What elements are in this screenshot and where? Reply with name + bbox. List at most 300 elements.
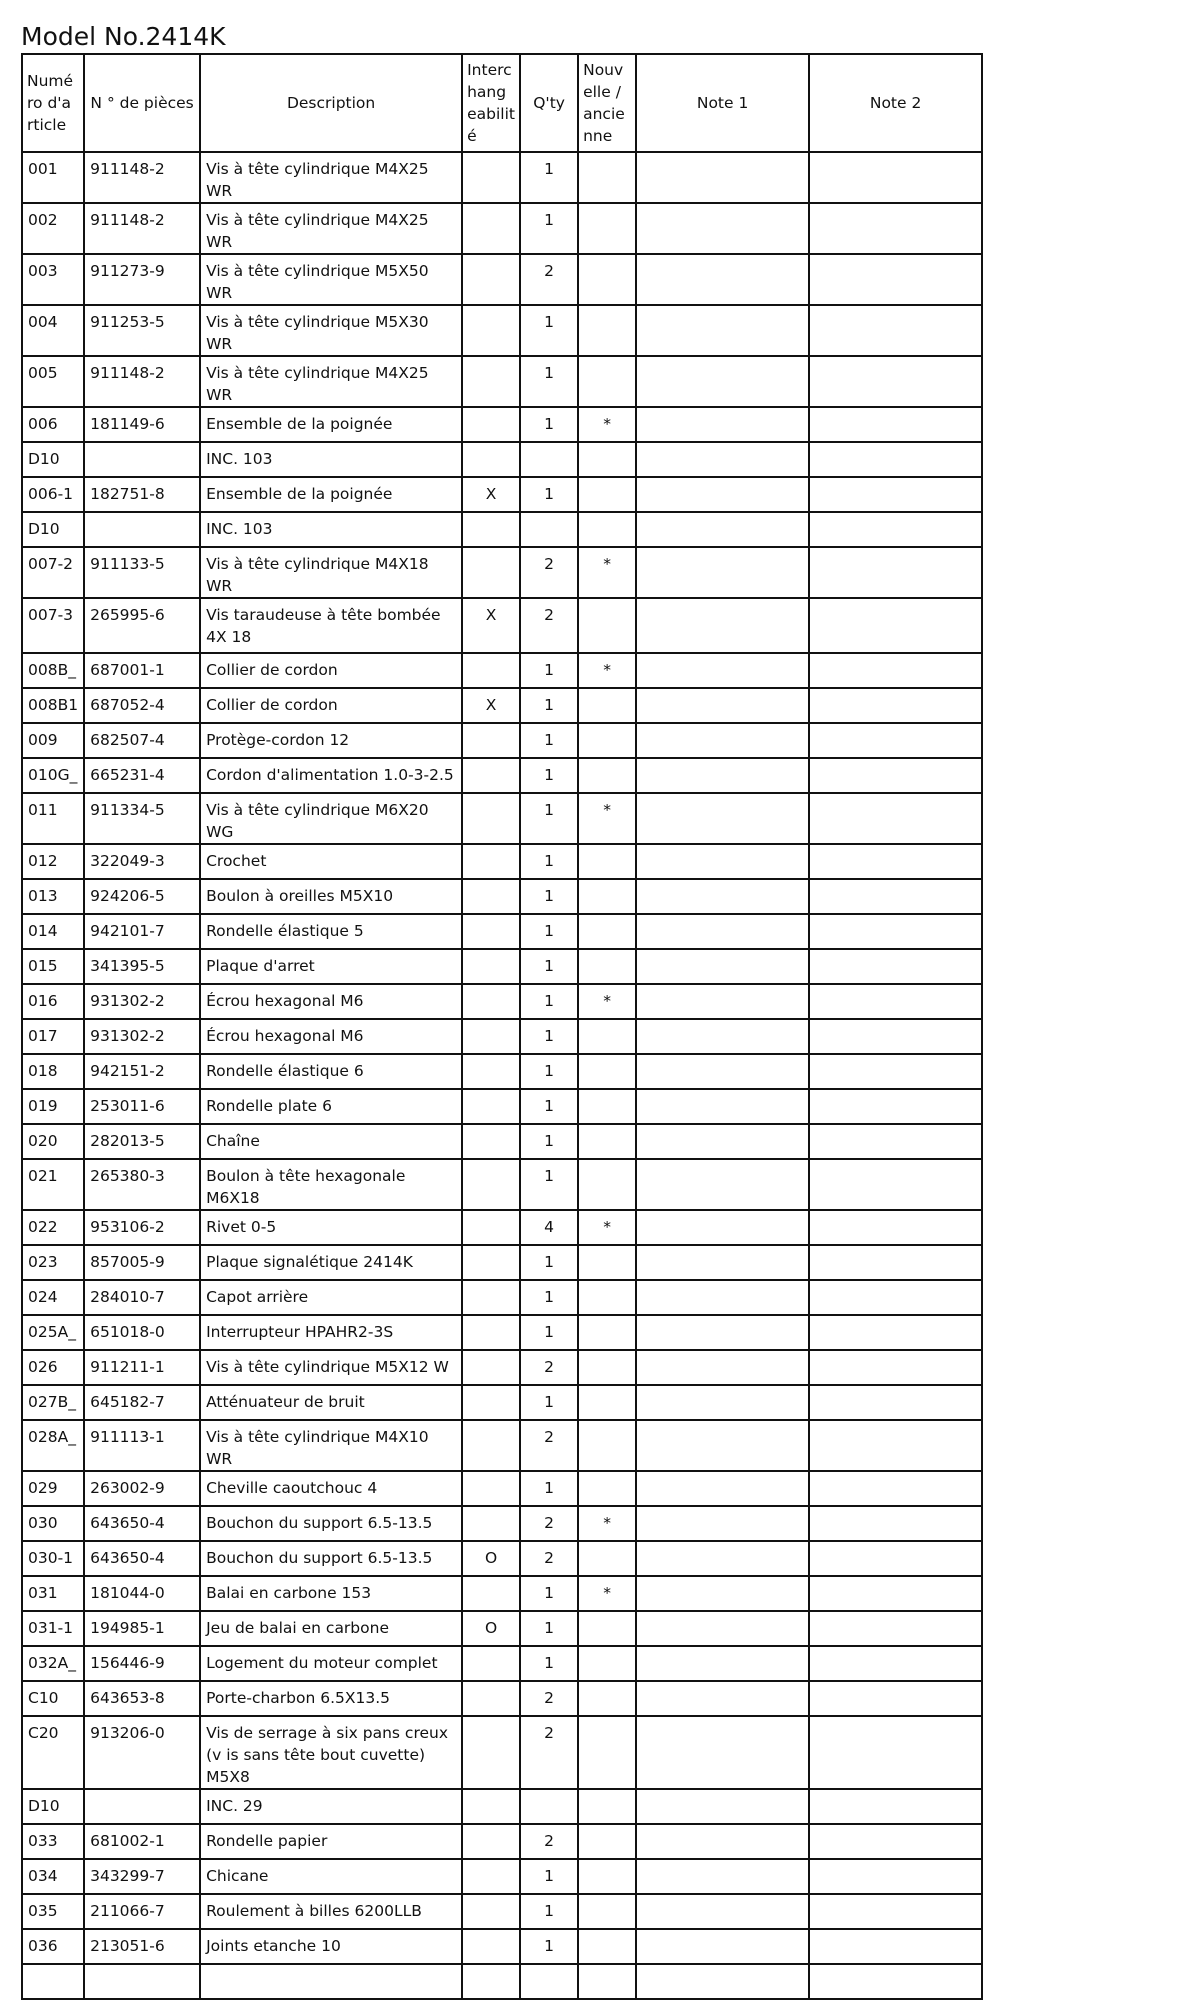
cell-item-number: C20 (22, 1716, 84, 1789)
cell-description: Interrupteur HPAHR2-3S (200, 1315, 462, 1350)
cell-new-old (578, 1646, 636, 1681)
cell-note-1 (636, 1859, 809, 1894)
cell-description: Boulon à oreilles M5X10 (200, 879, 462, 914)
cell-description: Ensemble de la poignée (200, 407, 462, 442)
cell-part-number: 282013-5 (84, 1124, 200, 1159)
cell-new-old (578, 203, 636, 254)
table-row (22, 1611, 982, 1646)
cell-interchangeability: X (462, 688, 520, 723)
table-row (22, 547, 982, 598)
table-row (22, 598, 982, 653)
cell-quantity: 2 (520, 1506, 578, 1541)
cell-part-number: 194985-1 (84, 1611, 200, 1646)
cell-interchangeability (462, 1716, 520, 1789)
cell-item-number: 006-1 (22, 477, 84, 512)
cell-note-1 (636, 1350, 809, 1385)
header-note-1: Note 1 (636, 54, 809, 152)
cell-interchangeability: O (462, 1611, 520, 1646)
cell-note-1 (636, 1611, 809, 1646)
cell-interchangeability (462, 1210, 520, 1245)
cell-part-number: 284010-7 (84, 1280, 200, 1315)
cell-item-number: 014 (22, 914, 84, 949)
cell-note-2 (809, 723, 982, 758)
cell-item-number: 034 (22, 1859, 84, 1894)
cell-note-2 (809, 1420, 982, 1471)
cell-description: Chicane (200, 1859, 462, 1894)
cell-item-number: 011 (22, 793, 84, 844)
cell-note-1 (636, 949, 809, 984)
cell-new-old (578, 1789, 636, 1824)
table-row (22, 723, 982, 758)
table-row (22, 1681, 982, 1716)
cell-description: Capot arrière (200, 1280, 462, 1315)
cell-interchangeability (462, 203, 520, 254)
cell-note-2 (809, 1789, 982, 1824)
cell-interchangeability (462, 1159, 520, 1210)
cell-item-number: 020 (22, 1124, 84, 1159)
table-row (22, 984, 982, 1019)
table-row (22, 356, 982, 407)
cell-note-1 (636, 1245, 809, 1280)
cell-quantity: 1 (520, 1054, 578, 1089)
cell-note-2 (809, 1280, 982, 1315)
cell-note-1 (636, 1894, 809, 1929)
table-row (22, 1124, 982, 1159)
cell-description: Vis à tête cylindrique M5X12 W (200, 1350, 462, 1385)
cell-interchangeability (462, 1789, 520, 1824)
cell-note-2 (809, 1350, 982, 1385)
cell-quantity: 1 (520, 152, 578, 203)
cell-note-1 (636, 1210, 809, 1245)
cell-interchangeability (462, 547, 520, 598)
table-row (22, 477, 982, 512)
cell-note-2 (809, 1964, 982, 1999)
cell-note-2 (809, 254, 982, 305)
cell-note-2 (809, 305, 982, 356)
cell-quantity: 1 (520, 758, 578, 793)
cell-new-old (578, 1124, 636, 1159)
cell-interchangeability (462, 152, 520, 203)
cell-quantity: 1 (520, 723, 578, 758)
cell-interchangeability (462, 1280, 520, 1315)
cell-part-number (84, 1789, 200, 1824)
cell-interchangeability (462, 844, 520, 879)
cell-new-old (578, 477, 636, 512)
table-row (22, 844, 982, 879)
cell-part-number: 182751-8 (84, 477, 200, 512)
cell-quantity: 1 (520, 407, 578, 442)
cell-interchangeability (462, 1471, 520, 1506)
cell-part-number: 322049-3 (84, 844, 200, 879)
cell-description: Rivet 0-5 (200, 1210, 462, 1245)
cell-note-1 (636, 1420, 809, 1471)
table-row (22, 203, 982, 254)
cell-item-number: 022 (22, 1210, 84, 1245)
cell-note-2 (809, 1124, 982, 1159)
cell-interchangeability (462, 1420, 520, 1471)
cell-item-number: 030-1 (22, 1541, 84, 1576)
cell-interchangeability: O (462, 1541, 520, 1576)
cell-note-2 (809, 949, 982, 984)
cell-note-2 (809, 1576, 982, 1611)
table-row (22, 879, 982, 914)
page-title: Model No.2414K (21, 22, 226, 51)
cell-new-old (578, 598, 636, 653)
cell-description: Vis à tête cylindrique M6X20 WG (200, 793, 462, 844)
cell-new-old (578, 254, 636, 305)
cell-description: Bouchon du support 6.5-13.5 (200, 1506, 462, 1541)
cell-note-2 (809, 1681, 982, 1716)
cell-item-number: 002 (22, 203, 84, 254)
cell-part-number: 643650-4 (84, 1506, 200, 1541)
cell-note-1 (636, 723, 809, 758)
cell-quantity: 1 (520, 1859, 578, 1894)
cell-new-old (578, 949, 636, 984)
cell-interchangeability (462, 407, 520, 442)
cell-note-2 (809, 1054, 982, 1089)
cell-description: INC. 103 (200, 512, 462, 547)
cell-quantity: 1 (520, 477, 578, 512)
cell-note-2 (809, 152, 982, 203)
cell-quantity: 1 (520, 1471, 578, 1506)
cell-interchangeability (462, 1089, 520, 1124)
table-row (22, 407, 982, 442)
cell-quantity (520, 442, 578, 477)
cell-interchangeability (462, 1964, 520, 1999)
cell-quantity: 1 (520, 1019, 578, 1054)
cell-note-1 (636, 1159, 809, 1210)
cell-part-number: 911113-1 (84, 1420, 200, 1471)
table-row (22, 1929, 982, 1964)
cell-quantity: 1 (520, 1611, 578, 1646)
cell-note-2 (809, 1471, 982, 1506)
cell-note-2 (809, 793, 982, 844)
cell-quantity: 1 (520, 1894, 578, 1929)
cell-description: Balai en carbone 153 (200, 1576, 462, 1611)
table-row (22, 1089, 982, 1124)
cell-note-2 (809, 547, 982, 598)
cell-part-number: 913206-0 (84, 1716, 200, 1789)
cell-note-1 (636, 1506, 809, 1541)
cell-quantity: 1 (520, 793, 578, 844)
cell-part-number: 213051-6 (84, 1929, 200, 1964)
cell-description: INC. 103 (200, 442, 462, 477)
table-row (22, 305, 982, 356)
cell-interchangeability (462, 1506, 520, 1541)
table-row (22, 1541, 982, 1576)
cell-item-number: D10 (22, 442, 84, 477)
cell-note-2 (809, 914, 982, 949)
cell-note-1 (636, 598, 809, 653)
cell-new-old (578, 1159, 636, 1210)
cell-note-1 (636, 1646, 809, 1681)
cell-part-number: 942101-7 (84, 914, 200, 949)
cell-note-1 (636, 1385, 809, 1420)
cell-new-old (578, 1716, 636, 1789)
cell-quantity: 1 (520, 203, 578, 254)
table-row (22, 653, 982, 688)
cell-note-2 (809, 1315, 982, 1350)
cell-description: Crochet (200, 844, 462, 879)
cell-note-2 (809, 1716, 982, 1789)
cell-new-old: * (578, 407, 636, 442)
cell-interchangeability (462, 1385, 520, 1420)
cell-new-old: * (578, 547, 636, 598)
cell-note-1 (636, 305, 809, 356)
cell-item-number: 025A_ (22, 1315, 84, 1350)
cell-note-1 (636, 1280, 809, 1315)
cell-item-number: D10 (22, 1789, 84, 1824)
cell-quantity: 1 (520, 1929, 578, 1964)
cell-interchangeability (462, 356, 520, 407)
cell-new-old: * (578, 653, 636, 688)
cell-new-old (578, 1859, 636, 1894)
cell-description: Vis à tête cylindrique M5X50 WR (200, 254, 462, 305)
cell-note-1 (636, 1089, 809, 1124)
cell-interchangeability (462, 1859, 520, 1894)
cell-description: Vis à tête cylindrique M4X25 WR (200, 152, 462, 203)
cell-note-1 (636, 1471, 809, 1506)
cell-new-old: * (578, 1210, 636, 1245)
cell-note-1 (636, 254, 809, 305)
table-row (22, 1280, 982, 1315)
cell-quantity: 1 (520, 1385, 578, 1420)
cell-part-number (84, 512, 200, 547)
cell-item-number: 021 (22, 1159, 84, 1210)
cell-part-number: 265995-6 (84, 598, 200, 653)
cell-part-number: 911148-2 (84, 152, 200, 203)
cell-note-2 (809, 1245, 982, 1280)
cell-part-number (84, 1964, 200, 1999)
cell-new-old: * (578, 1506, 636, 1541)
cell-note-2 (809, 512, 982, 547)
cell-part-number: 911211-1 (84, 1350, 200, 1385)
table-row (22, 688, 982, 723)
cell-new-old: * (578, 1576, 636, 1611)
cell-part-number: 911148-2 (84, 203, 200, 254)
cell-interchangeability (462, 1929, 520, 1964)
cell-new-old (578, 356, 636, 407)
cell-description: Boulon à tête hexagonale M6X18 (200, 1159, 462, 1210)
header-new-old: Nouv elle / ancie nne (578, 54, 636, 152)
cell-interchangeability (462, 1824, 520, 1859)
cell-interchangeability (462, 1054, 520, 1089)
cell-interchangeability (462, 512, 520, 547)
cell-interchangeability (462, 1315, 520, 1350)
cell-note-2 (809, 477, 982, 512)
cell-note-2 (809, 879, 982, 914)
cell-note-2 (809, 844, 982, 879)
cell-new-old (578, 1964, 636, 1999)
cell-description: Bouchon du support 6.5-13.5 (200, 1541, 462, 1576)
cell-part-number: 341395-5 (84, 949, 200, 984)
cell-item-number: 028A_ (22, 1420, 84, 1471)
cell-part-number: 665231-4 (84, 758, 200, 793)
table-row (22, 949, 982, 984)
cell-quantity: 2 (520, 547, 578, 598)
cell-item-number: 024 (22, 1280, 84, 1315)
cell-note-1 (636, 512, 809, 547)
cell-description: Plaque d'arret (200, 949, 462, 984)
cell-quantity: 1 (520, 653, 578, 688)
cell-note-2 (809, 688, 982, 723)
cell-item-number: 035 (22, 1894, 84, 1929)
cell-part-number: 924206-5 (84, 879, 200, 914)
cell-item-number: 015 (22, 949, 84, 984)
cell-interchangeability (462, 653, 520, 688)
cell-item-number: 026 (22, 1350, 84, 1385)
cell-part-number: 253011-6 (84, 1089, 200, 1124)
cell-note-2 (809, 1210, 982, 1245)
cell-interchangeability (462, 1646, 520, 1681)
header-item-number: Numé ro d'a rticle (22, 54, 84, 152)
cell-note-2 (809, 598, 982, 653)
cell-description: Vis taraudeuse à tête bombée 4X 18 (200, 598, 462, 653)
cell-description: Protège-cordon 12 (200, 723, 462, 758)
cell-part-number: 651018-0 (84, 1315, 200, 1350)
cell-new-old (578, 1681, 636, 1716)
cell-quantity (520, 1789, 578, 1824)
cell-description: Roulement à billes 6200LLB (200, 1894, 462, 1929)
header-interchangeability: Interc hang eabilit é (462, 54, 520, 152)
cell-description: Rondelle élastique 6 (200, 1054, 462, 1089)
cell-part-number: 931302-2 (84, 984, 200, 1019)
cell-new-old (578, 1541, 636, 1576)
header-note-2: Note 2 (809, 54, 982, 152)
cell-quantity: 2 (520, 1824, 578, 1859)
cell-note-1 (636, 1124, 809, 1159)
cell-note-1 (636, 984, 809, 1019)
cell-note-1 (636, 1681, 809, 1716)
cell-new-old (578, 442, 636, 477)
cell-item-number (22, 1964, 84, 1999)
cell-note-2 (809, 984, 982, 1019)
cell-item-number: 001 (22, 152, 84, 203)
parts-table (21, 53, 983, 2000)
cell-part-number: 687001-1 (84, 653, 200, 688)
cell-item-number: 005 (22, 356, 84, 407)
cell-new-old (578, 305, 636, 356)
cell-item-number: 016 (22, 984, 84, 1019)
cell-description: Jeu de balai en carbone (200, 1611, 462, 1646)
cell-part-number: 156446-9 (84, 1646, 200, 1681)
cell-interchangeability (462, 758, 520, 793)
cell-description: Rondelle élastique 5 (200, 914, 462, 949)
table-row (22, 1646, 982, 1681)
cell-part-number: 211066-7 (84, 1894, 200, 1929)
cell-part-number: 682507-4 (84, 723, 200, 758)
table-row (22, 758, 982, 793)
cell-description: Vis à tête cylindrique M4X18 WR (200, 547, 462, 598)
cell-part-number: 681002-1 (84, 1824, 200, 1859)
cell-new-old (578, 1385, 636, 1420)
table-row (22, 1506, 982, 1541)
cell-note-2 (809, 1646, 982, 1681)
cell-new-old (578, 1420, 636, 1471)
cell-new-old (578, 1894, 636, 1929)
table-row (22, 914, 982, 949)
cell-description: Écrou hexagonal M6 (200, 984, 462, 1019)
cell-quantity: 4 (520, 1210, 578, 1245)
cell-part-number: 687052-4 (84, 688, 200, 723)
cell-item-number: 027B_ (22, 1385, 84, 1420)
cell-new-old (578, 879, 636, 914)
table-row (22, 1385, 982, 1420)
cell-interchangeability: X (462, 477, 520, 512)
cell-item-number: 012 (22, 844, 84, 879)
cell-quantity: 2 (520, 1541, 578, 1576)
cell-item-number: 003 (22, 254, 84, 305)
cell-new-old (578, 688, 636, 723)
cell-note-1 (636, 1054, 809, 1089)
cell-note-2 (809, 1506, 982, 1541)
table-body (22, 152, 982, 1999)
cell-note-1 (636, 844, 809, 879)
cell-description: Vis à tête cylindrique M4X10 WR (200, 1420, 462, 1471)
cell-new-old: * (578, 984, 636, 1019)
cell-part-number: 911148-2 (84, 356, 200, 407)
cell-quantity: 1 (520, 688, 578, 723)
cell-note-1 (636, 1789, 809, 1824)
header-part-number: N ° de pièces (84, 54, 200, 152)
cell-quantity: 2 (520, 1420, 578, 1471)
cell-interchangeability: X (462, 598, 520, 653)
cell-new-old (578, 512, 636, 547)
cell-quantity: 1 (520, 356, 578, 407)
cell-description: INC. 29 (200, 1789, 462, 1824)
cell-note-1 (636, 914, 809, 949)
cell-new-old (578, 758, 636, 793)
cell-part-number: 911334-5 (84, 793, 200, 844)
cell-item-number: 029 (22, 1471, 84, 1506)
cell-description: Vis à tête cylindrique M5X30 WR (200, 305, 462, 356)
table-row (22, 1894, 982, 1929)
cell-new-old: * (578, 793, 636, 844)
cell-note-1 (636, 442, 809, 477)
table-row (22, 152, 982, 203)
cell-note-2 (809, 1019, 982, 1054)
cell-item-number: 010G_ (22, 758, 84, 793)
table-row (22, 1350, 982, 1385)
cell-interchangeability (462, 1681, 520, 1716)
cell-description: Collier de cordon (200, 653, 462, 688)
cell-note-1 (636, 1576, 809, 1611)
cell-part-number: 911273-9 (84, 254, 200, 305)
cell-part-number: 911133-5 (84, 547, 200, 598)
cell-part-number: 343299-7 (84, 1859, 200, 1894)
cell-note-2 (809, 1089, 982, 1124)
cell-quantity: 2 (520, 254, 578, 305)
cell-item-number: 007-3 (22, 598, 84, 653)
cell-note-1 (636, 407, 809, 442)
cell-item-number: 023 (22, 1245, 84, 1280)
cell-new-old (578, 723, 636, 758)
cell-description: Chaîne (200, 1124, 462, 1159)
table-row (22, 1054, 982, 1089)
cell-note-1 (636, 477, 809, 512)
cell-note-2 (809, 1859, 982, 1894)
cell-interchangeability (462, 1245, 520, 1280)
table-row (22, 1245, 982, 1280)
cell-description: Logement du moteur complet (200, 1646, 462, 1681)
cell-new-old (578, 1054, 636, 1089)
cell-item-number: 033 (22, 1824, 84, 1859)
table-row (22, 512, 982, 547)
cell-part-number: 643653-8 (84, 1681, 200, 1716)
cell-interchangeability (462, 305, 520, 356)
cell-item-number: 006 (22, 407, 84, 442)
cell-description: Vis à tête cylindrique M4X25 WR (200, 203, 462, 254)
